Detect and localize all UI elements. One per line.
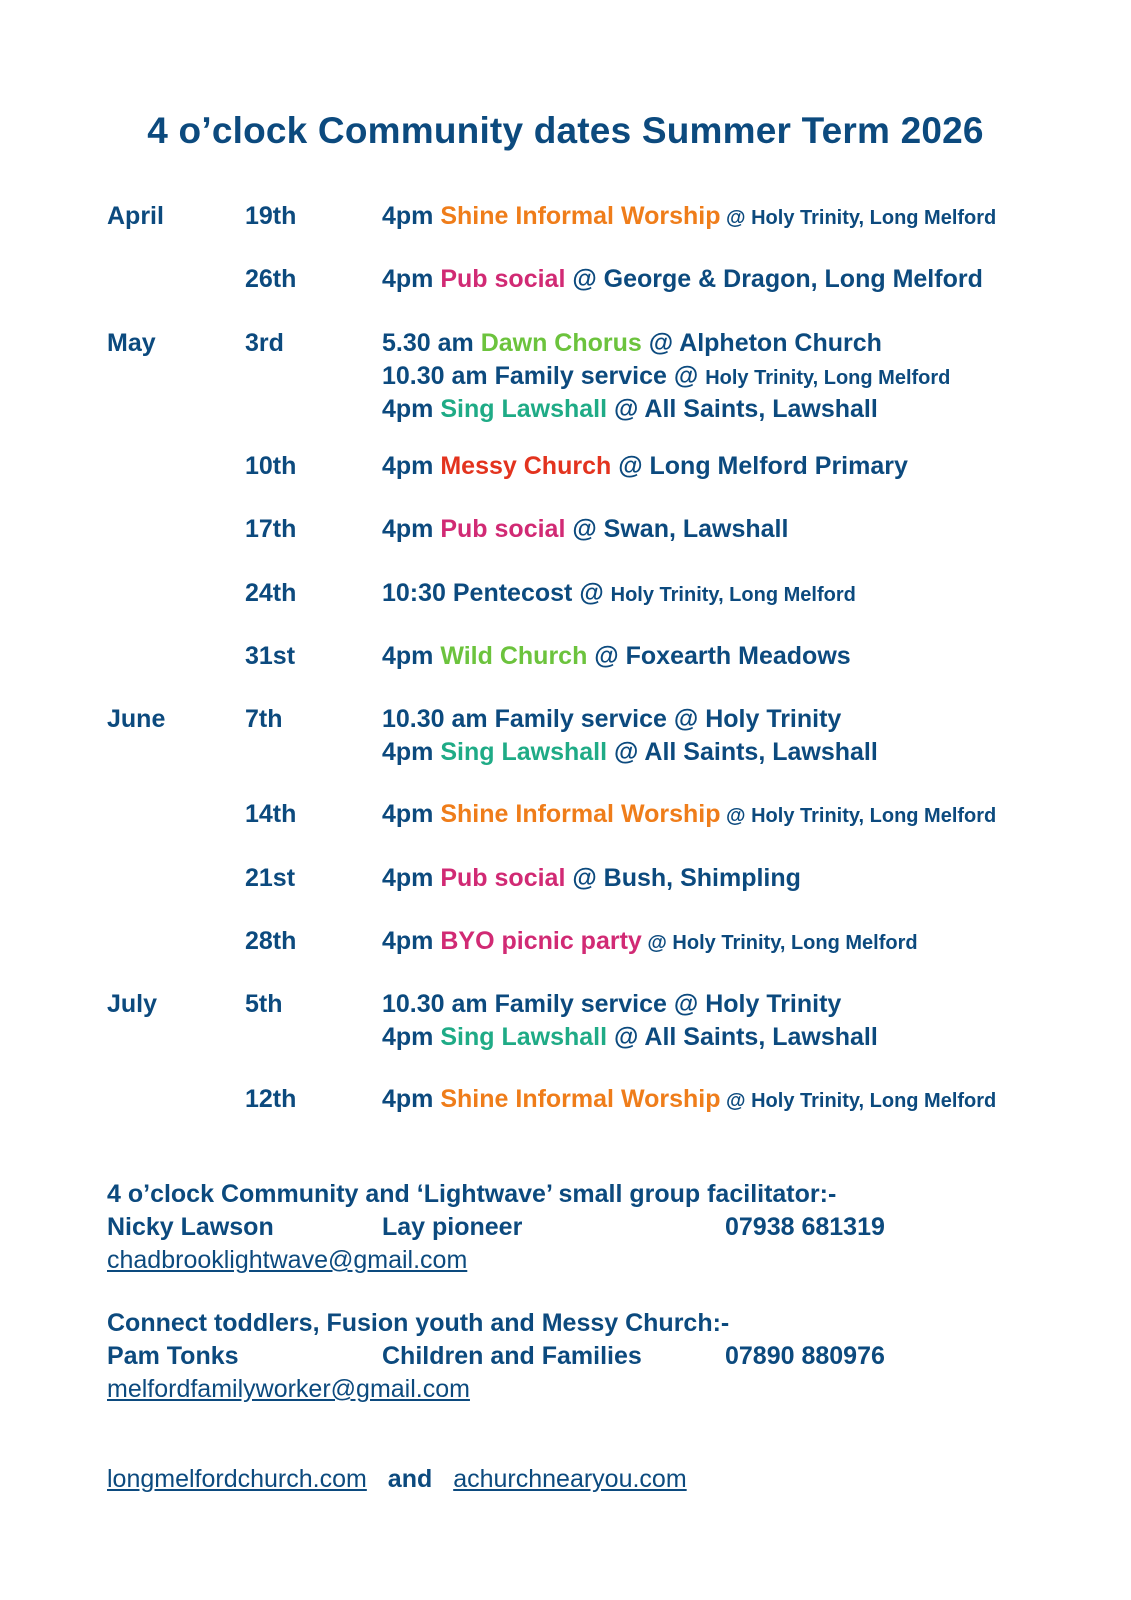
- event-text: @ Long Melford Primary: [611, 452, 908, 480]
- event-name: BYO picnic party: [440, 927, 642, 955]
- event-text: 4pm: [382, 1085, 441, 1113]
- event-line: [382, 327, 1102, 360]
- event-name: Sing Lawshall: [440, 1023, 608, 1051]
- event-line: [382, 925, 1102, 958]
- event-name: Sing Lawshall: [440, 738, 608, 766]
- event-text: 10.30 am Family service @: [382, 362, 706, 390]
- event-name: Shine Informal Worship: [440, 800, 721, 828]
- event-text: @ All Saints, Lawshall: [607, 738, 878, 766]
- event-line: [382, 988, 1102, 1021]
- footer-links: [107, 1465, 687, 1494]
- event-text: @ Alpheton Church: [641, 329, 882, 357]
- schedule-day: 7th: [245, 705, 283, 733]
- event-line: [382, 360, 1102, 393]
- contact-email-link[interactable]: melfordfamilyworker@gmail.com: [107, 1375, 470, 1403]
- event-line: [382, 200, 1102, 233]
- event-line: [382, 862, 1102, 895]
- event-name: Shine Informal Worship: [440, 202, 721, 230]
- event-text: 4pm: [382, 864, 441, 892]
- event-line: [382, 393, 1102, 426]
- event-name: Sing Lawshall: [440, 395, 608, 423]
- event-text: 4pm: [382, 452, 441, 480]
- contact-email-row: [107, 1373, 1007, 1406]
- event-text: 5.30 am: [382, 329, 481, 357]
- contact-block-families: [107, 1307, 1007, 1406]
- event-text: 10.30 am Family service @ Holy Trinity: [382, 990, 842, 1018]
- contact-heading: Connect toddlers, Fusion youth and Messy Church:-: [107, 1309, 730, 1337]
- website-link-longmelford[interactable]: longmelfordchurch.com: [107, 1465, 367, 1493]
- contact-heading: 4 o’clock Community and ‘Lightwave’ small group facilitator:-: [107, 1180, 837, 1208]
- schedule-events: [382, 263, 1102, 296]
- event-text: @ Foxearth Meadows: [587, 642, 851, 670]
- event-line: [382, 513, 1102, 546]
- event-name: Dawn Chorus: [480, 329, 642, 357]
- event-text: 4pm: [382, 642, 441, 670]
- schedule-month: April: [107, 202, 164, 230]
- event-text: 4pm: [382, 265, 441, 293]
- contact-phone: 07938 681319: [725, 1213, 885, 1241]
- event-line: [382, 263, 1102, 296]
- schedule-day: 24th: [245, 579, 297, 607]
- page-title: 4 o’clock Community dates Summer Term 2026: [147, 110, 984, 151]
- event-name: Pub social: [440, 265, 566, 293]
- schedule-month: May: [107, 329, 156, 357]
- event-line: [382, 450, 1102, 483]
- schedule-day: 17th: [245, 515, 297, 543]
- contact-phone: 07890 880976: [725, 1342, 885, 1370]
- event-line: [382, 577, 1102, 610]
- event-line: [382, 1083, 1102, 1116]
- event-name: Pub social: [440, 864, 566, 892]
- event-text: @ All Saints, Lawshall: [607, 395, 878, 423]
- event-line: [382, 798, 1102, 831]
- event-name: Pub social: [440, 515, 566, 543]
- event-text: @ Holy Trinity, Long Melford: [641, 932, 918, 954]
- contact-details: [107, 1340, 1007, 1373]
- schedule-day: 14th: [245, 800, 297, 828]
- event-text: @ Holy Trinity, Long Melford: [720, 1090, 997, 1112]
- event-text: 4pm: [382, 1023, 441, 1051]
- schedule-day: 21st: [245, 864, 296, 892]
- event-text: 4pm: [382, 738, 441, 766]
- schedule-day: 3rd: [245, 329, 284, 357]
- schedule-events: [382, 862, 1102, 895]
- event-line: [382, 736, 1102, 769]
- schedule-events: [382, 450, 1102, 483]
- website-link-achurchnearyou[interactable]: achurchnearyou.com: [453, 1465, 687, 1493]
- schedule-events: [382, 327, 1102, 426]
- schedule-month: June: [107, 705, 166, 733]
- schedule-day: 26th: [245, 265, 297, 293]
- schedule-day: 28th: [245, 927, 297, 955]
- event-text: @ All Saints, Lawshall: [607, 1023, 878, 1051]
- event-text: 4pm: [382, 927, 441, 955]
- schedule-events: [382, 925, 1102, 958]
- event-name: Messy Church: [440, 452, 612, 480]
- schedule-events: [382, 577, 1102, 610]
- contact-email-row: [107, 1244, 1007, 1277]
- schedule-day: 19th: [245, 202, 297, 230]
- contact-name: Pam Tonks: [107, 1342, 239, 1370]
- schedule-events: [382, 988, 1102, 1054]
- event-text: @ Holy Trinity, Long Melford: [720, 805, 997, 827]
- event-name: Wild Church: [440, 642, 588, 670]
- schedule-events: [382, 640, 1102, 673]
- schedule-day: 31st: [245, 642, 296, 670]
- event-name: Shine Informal Worship: [440, 1085, 721, 1113]
- event-text: 4pm: [382, 515, 441, 543]
- schedule-events: [382, 200, 1102, 233]
- event-line: [382, 640, 1102, 673]
- schedule-events: [382, 513, 1102, 546]
- event-line: [382, 703, 1102, 736]
- event-line: [382, 1021, 1102, 1054]
- event-text: Holy Trinity, Long Melford: [705, 367, 951, 389]
- event-text: 4pm: [382, 800, 441, 828]
- event-text: @ Bush, Shimpling: [565, 864, 801, 892]
- event-text: @ Swan, Lawshall: [565, 515, 789, 543]
- event-text: 10:30 Pentecost @: [382, 579, 611, 607]
- event-text: 4pm: [382, 395, 441, 423]
- event-text: @ Holy Trinity, Long Melford: [720, 207, 997, 229]
- contact-role: Lay pioneer: [382, 1213, 523, 1241]
- event-text: @ George & Dragon, Long Melford: [565, 265, 983, 293]
- contact-block-lightwave: [107, 1178, 1007, 1277]
- schedule-day: 12th: [245, 1085, 297, 1113]
- schedule-events: [382, 798, 1102, 831]
- contact-name: Nicky Lawson: [107, 1213, 274, 1241]
- footer-and-text: and: [387, 1465, 433, 1493]
- schedule-events: [382, 1083, 1102, 1116]
- event-text: 10.30 am Family service @ Holy Trinity: [382, 705, 842, 733]
- contact-details: [107, 1211, 1007, 1244]
- contact-role: Children and Families: [382, 1342, 642, 1370]
- event-text: Holy Trinity, Long Melford: [610, 584, 856, 606]
- event-text: 4pm: [382, 202, 441, 230]
- schedule-day: 10th: [245, 452, 297, 480]
- schedule-month: July: [107, 990, 158, 1018]
- schedule-events: [382, 703, 1102, 769]
- contact-email-link[interactable]: chadbrooklightwave@gmail.com: [107, 1246, 468, 1274]
- schedule-day: 5th: [245, 990, 283, 1018]
